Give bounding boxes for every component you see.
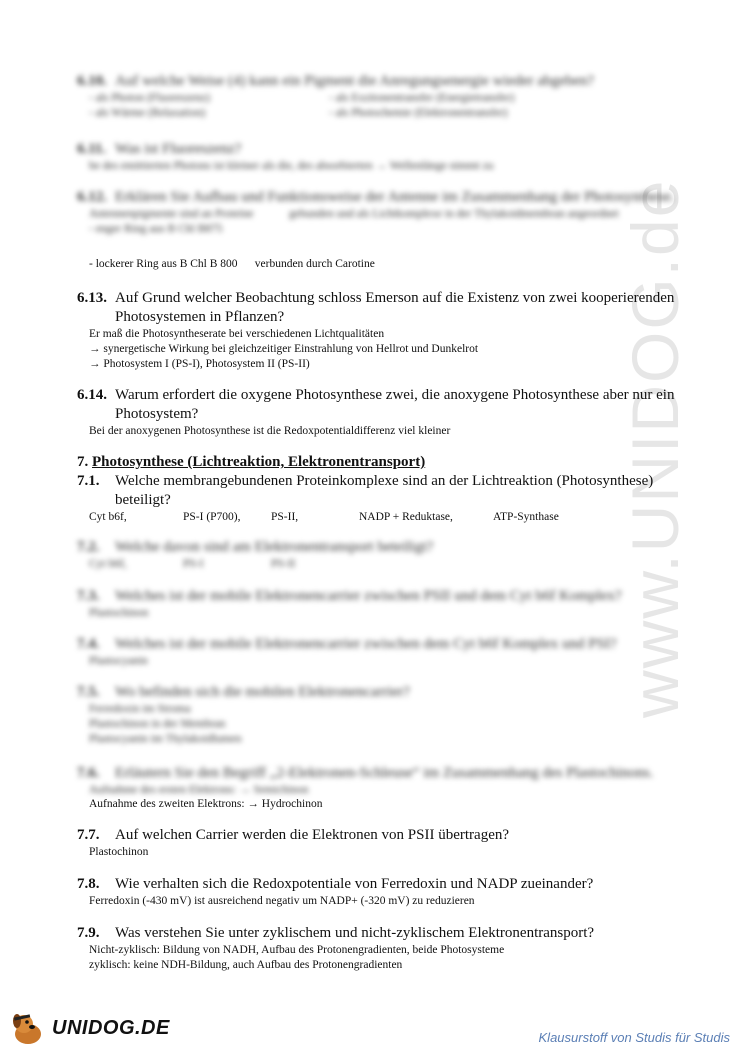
- answer-line: Aufnahme des ersten Elektrons: → Semichinon: [89, 784, 309, 796]
- question-7-6-visible: [77, 797, 677, 812]
- complex-item: Cyt b6f,: [89, 511, 127, 523]
- question-text: Auf welche Weise (4) kann ein Pigment die Anregungsenergie wieder abgeben?: [115, 73, 594, 89]
- answer-line: Nicht-zyklisch: Bildung von NADH, Aufbau des Protonengradienten, beide Photosysteme: [89, 944, 505, 956]
- question-7-1: [77, 472, 677, 525]
- complex-item: NADP + Reduktase,: [359, 511, 453, 523]
- question-text: Welches ist der mobile Elektronencarrier zwischen dem Cyt b6f Komplex und PSI?: [115, 636, 617, 652]
- question-text: Welche davon sind am Elektronentransport beteiligt?: [115, 539, 434, 555]
- question-text: Erklären Sie Aufbau und Funktionsweise der Antenne im Zusammenhang der Photosynthese.: [115, 189, 675, 205]
- question-number: 7.9.: [77, 925, 100, 941]
- answer-line: → synergetische Wirkung bei gleichzeitiger Einstrahlung von Hellrot und Dunkelrot: [89, 343, 479, 355]
- question-6-14: [77, 386, 677, 439]
- question-number: 6.11.: [77, 141, 107, 157]
- section-number: 7.: [77, 454, 89, 470]
- question-number: 7.1.: [77, 473, 100, 489]
- question-text: Wo befinden sich die mobilen Elektronencarrier?: [115, 684, 410, 700]
- watermark-text: www.UNIDOG.de: [618, 178, 692, 718]
- question-6-10: [77, 72, 677, 121]
- question-number: 7.8.: [77, 876, 100, 892]
- question-number: 7.7.: [77, 827, 100, 843]
- question-7-6: [77, 764, 677, 798]
- answer-line: Plastochinon: [89, 846, 149, 858]
- question-7-5: [77, 683, 677, 747]
- answer-line: - als Photochemie (Elektronentransfer): [329, 107, 508, 119]
- question-number: 6.10.: [77, 73, 107, 89]
- question-number: 7.2.: [77, 539, 100, 555]
- question-number: 7.5.: [77, 684, 100, 700]
- answer-line: → Photosystem I (PS-I), Photosystem II (PS-II): [89, 358, 310, 370]
- question-number: 7.6.: [77, 765, 100, 781]
- question-7-2: [77, 538, 677, 572]
- answer-line: gebunden und als Lichtkomplexe in der Thylakoidmembran angeordnet: [289, 208, 619, 220]
- question-number: 7.4.: [77, 636, 100, 652]
- question-text: Auf Grund welcher Beobachtung schloss Emerson auf die Existenz von zwei kooperierenden Photosystemen in Pflanzen?: [115, 290, 675, 325]
- answer-line: PS-II: [271, 558, 296, 570]
- answer-line: Bei der anoxygenen Photosynthese ist die Redoxpotentialdifferenz viel kleiner: [89, 425, 451, 437]
- question-number: 6.14.: [77, 387, 107, 403]
- question-text: Auf welchen Carrier werden die Elektronen von PSII übertragen?: [115, 827, 510, 843]
- answer-line: - als Exzitonentransfer (Energietransfer): [329, 92, 515, 104]
- footer-tagline: Klausurstoff von Studis für Studis: [538, 1030, 730, 1045]
- answer-line: Er maß die Photosyntheserate bei verschiedenen Lichtqualitäten: [89, 328, 385, 340]
- dog-mascot-icon: [8, 1008, 48, 1048]
- question-6-13: [77, 289, 677, 372]
- answer-line: Plastocyanin im Thylakoidlumen: [89, 733, 242, 745]
- answer-line: Plastochinon: [89, 607, 149, 619]
- section-title: Photosynthese (Lichtreaktion, Elektronentransport): [92, 454, 426, 470]
- answer-line: Plastochinon in der Membran: [89, 718, 226, 730]
- logo-text: UNIDOG.DE: [52, 1016, 170, 1039]
- question-7-7: [77, 826, 677, 860]
- question-text: Welches ist der mobile Elektronencarrier zwischen PSII und dem Cyt b6f Komplex?: [115, 588, 622, 604]
- question-text: Was ist Fluoreszenz?: [115, 141, 242, 157]
- complex-item: ATP-Synthase: [493, 511, 559, 523]
- answer-line: zyklisch: keine NDH-Bildung, auch Aufbau des Protonengradienten: [89, 959, 403, 971]
- unidog-logo[interactable]: [8, 1008, 170, 1048]
- answer-line: Cyt b6f,: [89, 558, 127, 570]
- answer-line: Antennenpigmente sind an Proteine: [89, 208, 254, 220]
- question-text: Wie verhalten sich die Redoxpotentiale von Ferredoxin und NADP zueinander?: [115, 876, 594, 892]
- question-6-12: [77, 188, 677, 237]
- answer-line: Ferredoxin im Stroma: [89, 703, 191, 715]
- complex-item: PS-I (P700),: [183, 511, 241, 523]
- question-text: Warum erfordert die oxygene Photosynthese zwei, die anoxygene Photosynthese aber nur ein Photosystem?: [115, 387, 675, 422]
- complex-item: PS-II,: [271, 511, 299, 523]
- answer-line: be des emittierten Photons ist kleiner als die, des absorbierten → Wellenlänge nimmt zu: [89, 160, 494, 172]
- answer-line: Aufnahme des zweiten Elektrons: → Hydrochinon: [89, 798, 323, 810]
- answer-line: PS-I: [183, 558, 204, 570]
- question-text: Erläutern Sie den Begriff „2-Elektronen-Schleuse“ im Zusammenhang des Plastochinons.: [115, 765, 654, 781]
- answer-line: - als Photon (Fluoreszenz): [89, 92, 211, 104]
- question-7-9: [77, 924, 677, 973]
- answer-line: - lockerer Ring aus B Chl B 800 verbunden durch Carotine: [89, 258, 375, 270]
- question-text: Welche membrangebundenen Proteinkomplexe sind an der Lichtreaktion (Photosynthese) beteiligt?: [115, 473, 654, 508]
- question-7-8: [77, 875, 677, 909]
- question-number: 7.3.: [77, 588, 100, 604]
- answer-line: Ferredoxin (-430 mV) ist ausreichend negativ um NADP+ (-320 mV) zu reduzieren: [89, 895, 475, 907]
- question-text: Was verstehen Sie unter zyklischem und nicht-zyklischem Elektronentransport?: [115, 925, 595, 941]
- question-7-4: [77, 635, 677, 669]
- question-number: 6.13.: [77, 290, 107, 306]
- question-6-12-visible: [77, 257, 677, 272]
- answer-line: - als Wärme (Relaxation): [89, 107, 206, 119]
- question-6-11: [77, 140, 677, 174]
- question-7-3: [77, 587, 677, 621]
- answer-line: - enger Ring aus B Chl B875: [89, 223, 223, 235]
- question-number: 6.12.: [77, 189, 107, 205]
- section-heading: [77, 454, 425, 471]
- answer-line: Plastocyanin: [89, 655, 148, 667]
